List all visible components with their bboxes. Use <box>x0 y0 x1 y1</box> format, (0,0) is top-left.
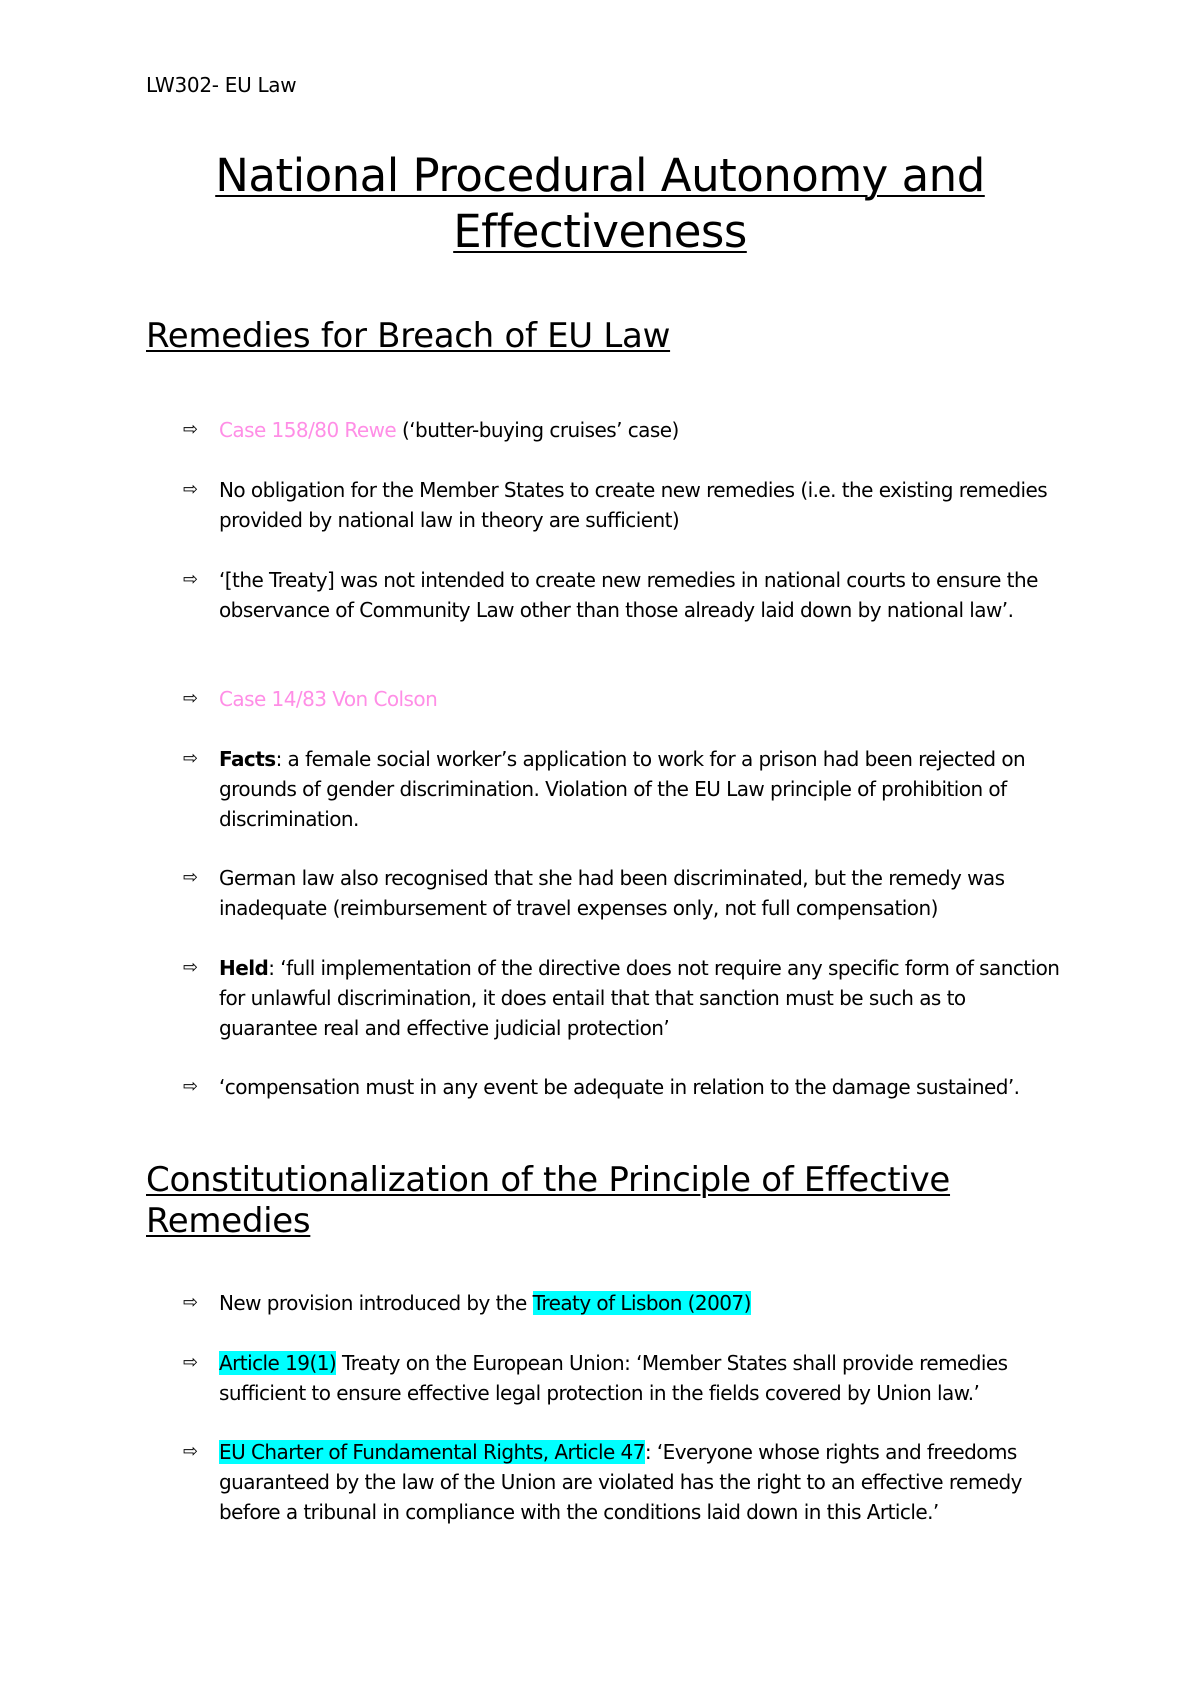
list-item <box>183 415 1083 445</box>
double-arrow-right-icon: ⇨ <box>183 688 198 709</box>
double-arrow-right-icon: ⇨ <box>183 419 198 440</box>
section-heading-constitutionalization: Constitutionalization of the Principle of Effective Remedies <box>146 1160 951 1241</box>
highlighted-reference: Article 19(1) <box>219 1351 337 1375</box>
document-title: National Procedural Autonomy and Effectiveness <box>215 149 985 258</box>
list-item <box>183 565 1083 625</box>
list-item <box>183 744 1083 834</box>
list-item <box>183 1072 1083 1102</box>
case-reference: Case 158/80 Rewe <box>219 418 397 442</box>
double-arrow-right-icon: ⇨ <box>183 867 198 888</box>
double-arrow-right-icon: ⇨ <box>183 479 198 500</box>
list-item-text: : a female social worker’s application to work for a prison had been rejected on grounds of gender discrimination. Violation of the EU Law principle of prohibition of discrimination. <box>219 747 1026 831</box>
double-arrow-right-icon: ⇨ <box>183 957 198 978</box>
list-item <box>183 1437 1083 1527</box>
highlighted-reference: EU Charter of Fundamental Rights, Article 47 <box>219 1440 645 1464</box>
double-arrow-right-icon: ⇨ <box>183 1076 198 1097</box>
case-reference: Case 14/83 Von Colson <box>219 687 438 711</box>
double-arrow-right-icon: ⇨ <box>183 569 198 590</box>
list-item <box>183 475 1083 535</box>
list-item <box>183 1288 1083 1318</box>
list-item-text: No obligation for the Member States to create new remedies (i.e. the existing remedies provided by national law in theory are sufficient) <box>219 478 1048 532</box>
double-arrow-right-icon: ⇨ <box>183 748 198 769</box>
page-header: LW302- EU Law <box>146 73 297 97</box>
list-item <box>183 953 1083 1043</box>
section-heading-remedies: Remedies for Breach of EU Law <box>146 316 671 356</box>
list-item-text: ‘[the Treaty] was not intended to create new remedies in national courts to ensure the observance of Community Law other than those already laid down by national law’. <box>219 568 1038 622</box>
list-item <box>183 1348 1083 1408</box>
list-item-text: : ‘full implementation of the directive does not require any specific form of sanction for unlawful discrimination, it does entail that that sanction must be such as to guarantee real and effective judicial protection’ <box>219 956 1060 1040</box>
double-arrow-right-icon: ⇨ <box>183 1292 198 1313</box>
highlighted-reference: Treaty of Lisbon (2007) <box>532 1291 751 1315</box>
double-arrow-right-icon: ⇨ <box>183 1352 198 1373</box>
list-item-text: German law also recognised that she had been discriminated, but the remedy was inadequate (reimbursement of travel expenses only, not full compensation) <box>219 866 1005 920</box>
list-item-text: Treaty on the European Union: ‘Member States shall provide remedies sufficient to ensure effective legal protection in the fields covered by Union law.’ <box>219 1351 1008 1405</box>
list-item-text: New provision introduced by the <box>219 1291 533 1315</box>
label-facts: Facts <box>219 747 276 771</box>
label-held: Held <box>219 956 269 980</box>
list-item <box>183 684 1083 714</box>
double-arrow-right-icon: ⇨ <box>183 1441 198 1462</box>
list-item <box>183 863 1083 923</box>
list-item-text: : ‘Everyone whose rights and freedoms guaranteed by the law of the Union are violated has the right to an effective remedy before a tribunal in compliance with the conditions laid down in this Article.’ <box>219 1440 1022 1524</box>
list-item-text: ‘compensation must in any event be adequate in relation to the damage sustained’. <box>219 1075 1020 1099</box>
list-item-text: (‘butter-buying cruises’ case) <box>396 418 679 442</box>
